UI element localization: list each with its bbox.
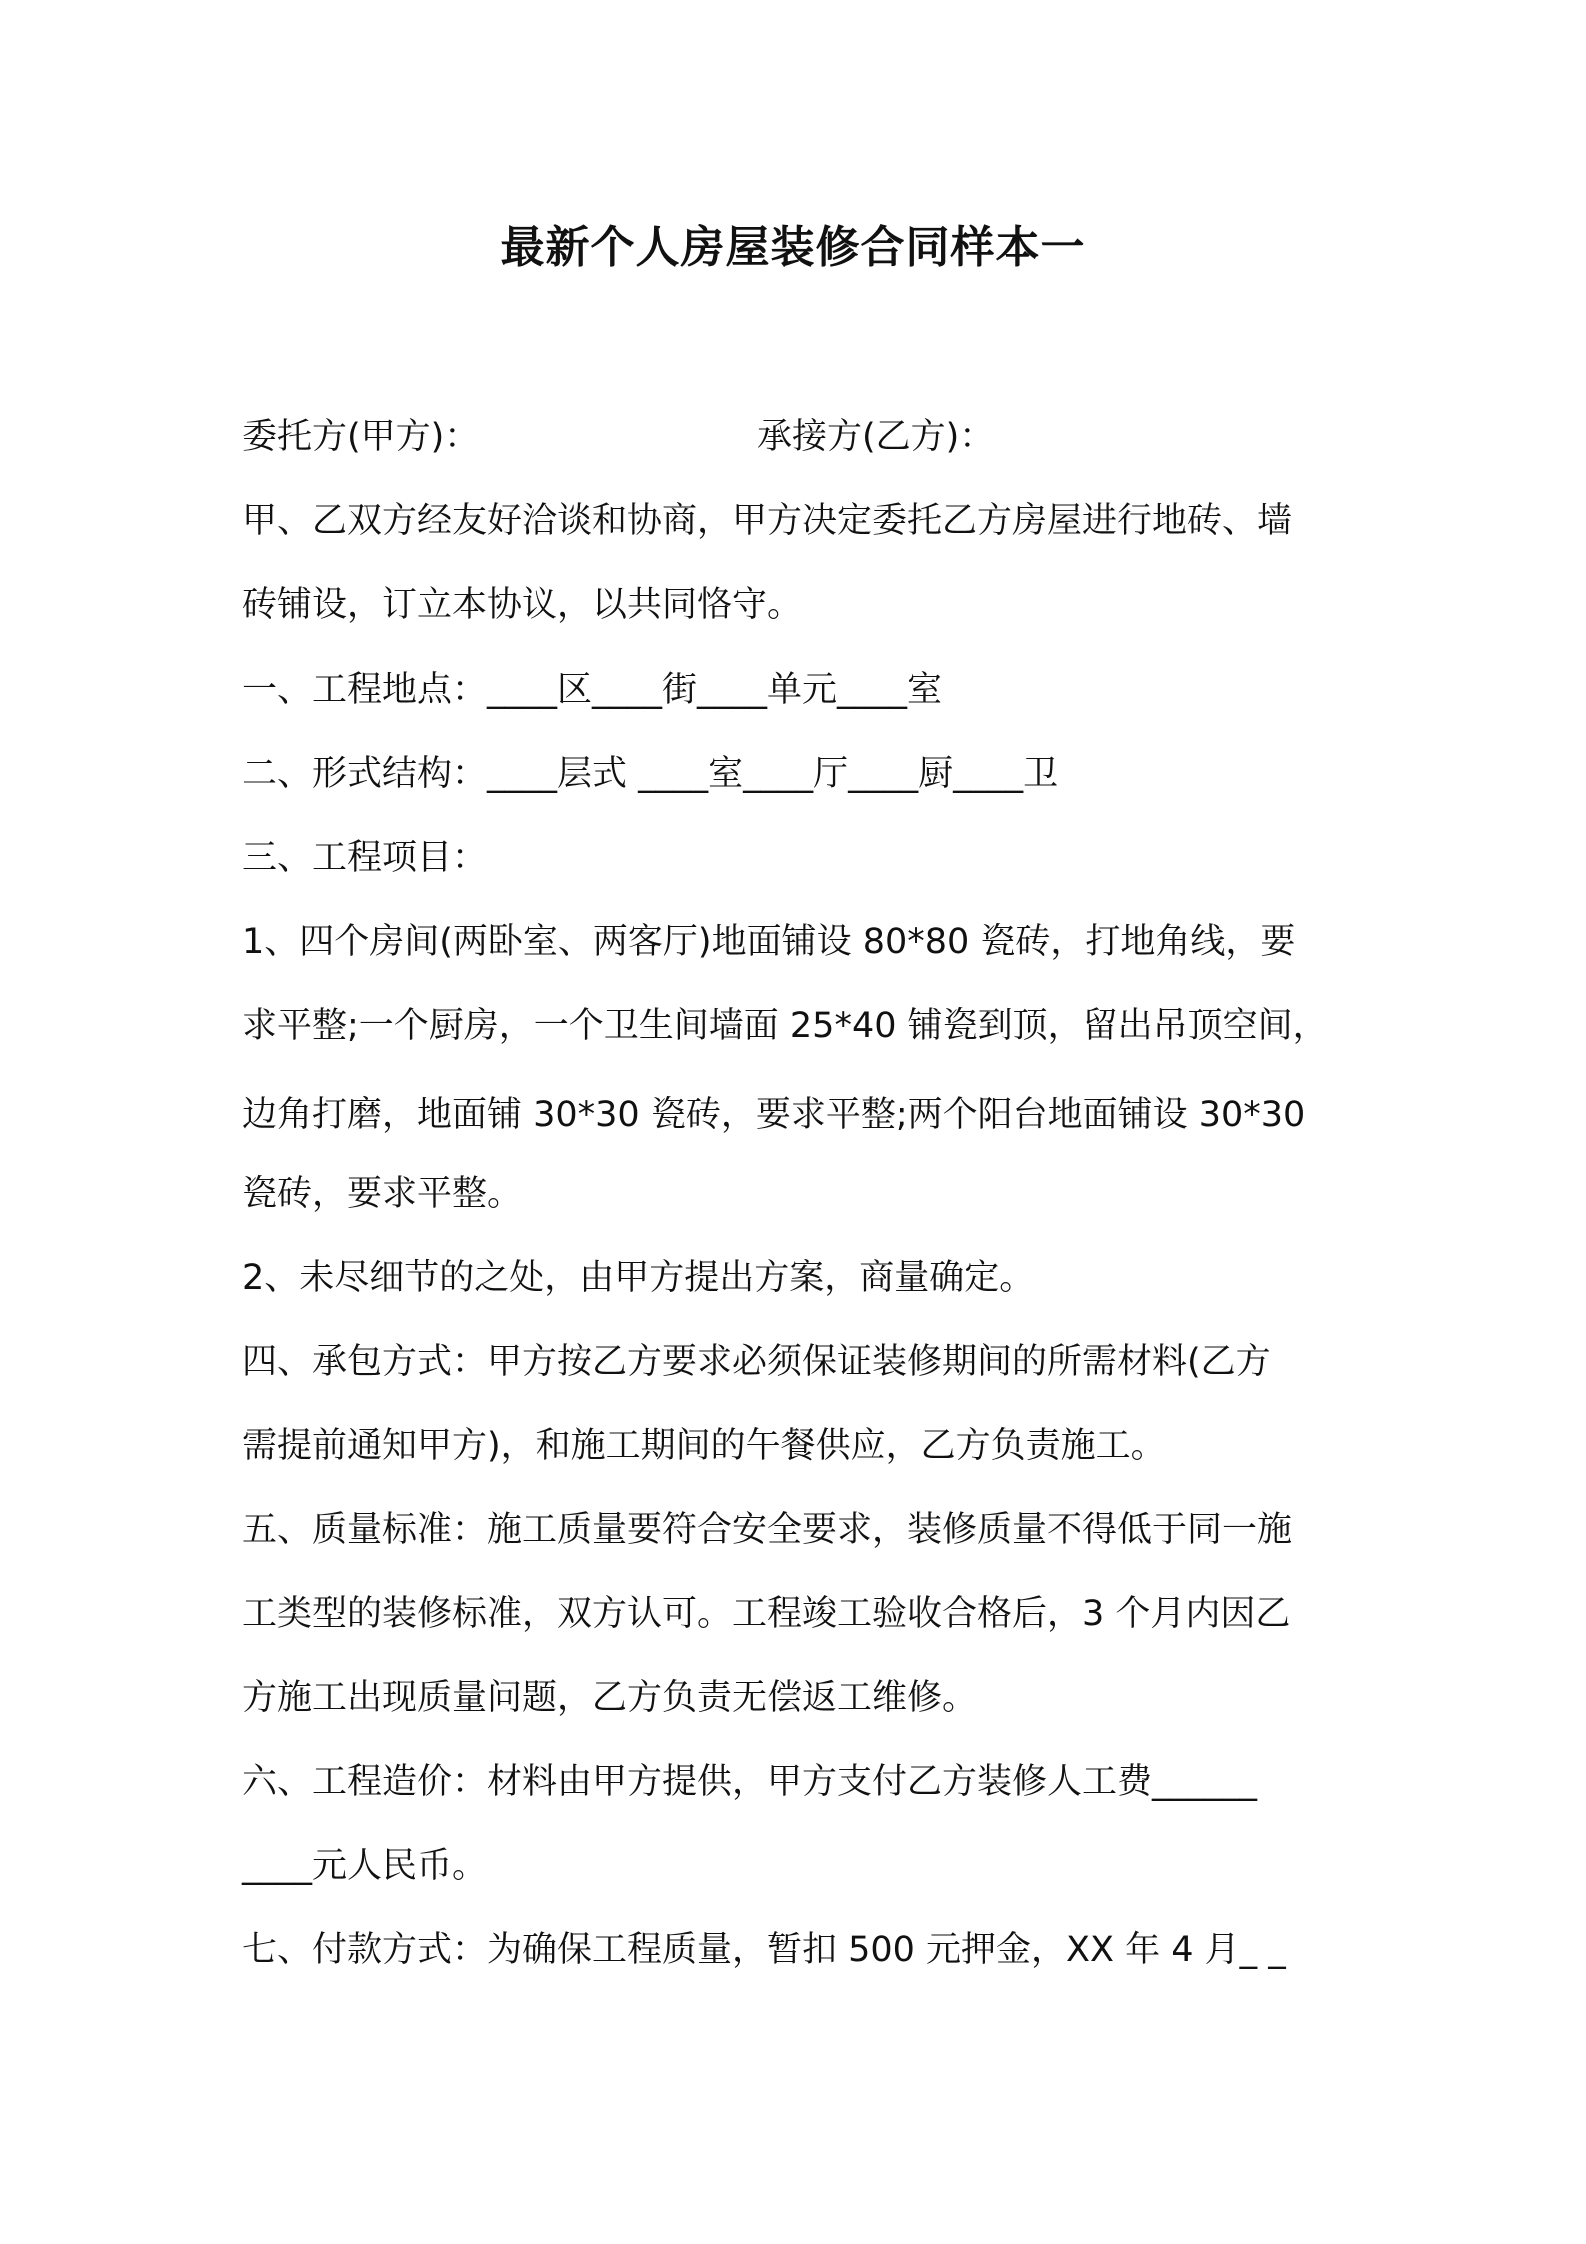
clause-payment: 七、付款方式：为确保工程质量，暂扣 500 元押金，XX 年 4 月_ _ — [242, 1930, 1286, 1970]
paragraph-line: 瓷砖，要求平整。 — [242, 1174, 523, 1214]
paragraph-line: 边角打磨，地面铺 30*30 瓷砖，要求平整;两个阳台地面铺设 30*30 — [242, 1095, 1306, 1135]
clause-location: 一、工程地点：____区____街____单元____室 — [242, 670, 943, 710]
paragraph-line: 求平整;一个厨房，一个卫生间墙面 25*40 铺瓷到顶，留出吊顶空间， — [242, 1006, 1328, 1046]
party-b-label: 承接方(乙方)： — [757, 417, 995, 457]
clause-structure: 二、形式结构：____层式 ____室____厅____厨____卫 — [242, 754, 1059, 794]
paragraph-line: 工类型的装修标准，双方认可。工程竣工验收合格后，3 个月内因乙 — [242, 1594, 1291, 1634]
paragraph-line: 需提前通知甲方)，和施工期间的午餐供应，乙方负责施工。 — [242, 1426, 1166, 1466]
clause-projects-heading: 三、工程项目： — [242, 838, 488, 878]
paragraph-line: 甲、乙双方经友好洽谈和协商，甲方决定委托乙方房屋进行地砖、墙 — [242, 501, 1293, 541]
paragraph-line: 砖铺设，订立本协议，以共同恪守。 — [242, 585, 803, 625]
parties-line — [242, 412, 995, 462]
party-a-label: 委托方(甲方)： — [242, 417, 480, 457]
paragraph-line: 1、四个房间(两卧室、两客厅)地面铺设 80*80 瓷砖，打地角线，要 — [242, 922, 1296, 962]
clause-quality: 五、质量标准：施工质量要符合安全要求，装修质量不得低于同一施 — [242, 1510, 1293, 1550]
document-title: 最新个人房屋装修合同样本一 — [500, 222, 1086, 273]
paragraph-line: ____元人民币。 — [242, 1846, 488, 1886]
paragraph-line: 方施工出现质量问题，乙方负责无偿返工维修。 — [242, 1678, 978, 1718]
paragraph-line: 2、未尽细节的之处，由甲方提出方案，商量确定。 — [242, 1258, 1035, 1298]
clause-contract-method: 四、承包方式：甲方按乙方要求必须保证装修期间的所需材料(乙方 — [242, 1342, 1271, 1382]
clause-cost: 六、工程造价：材料由甲方提供，甲方支付乙方装修人工费______ — [242, 1762, 1258, 1802]
